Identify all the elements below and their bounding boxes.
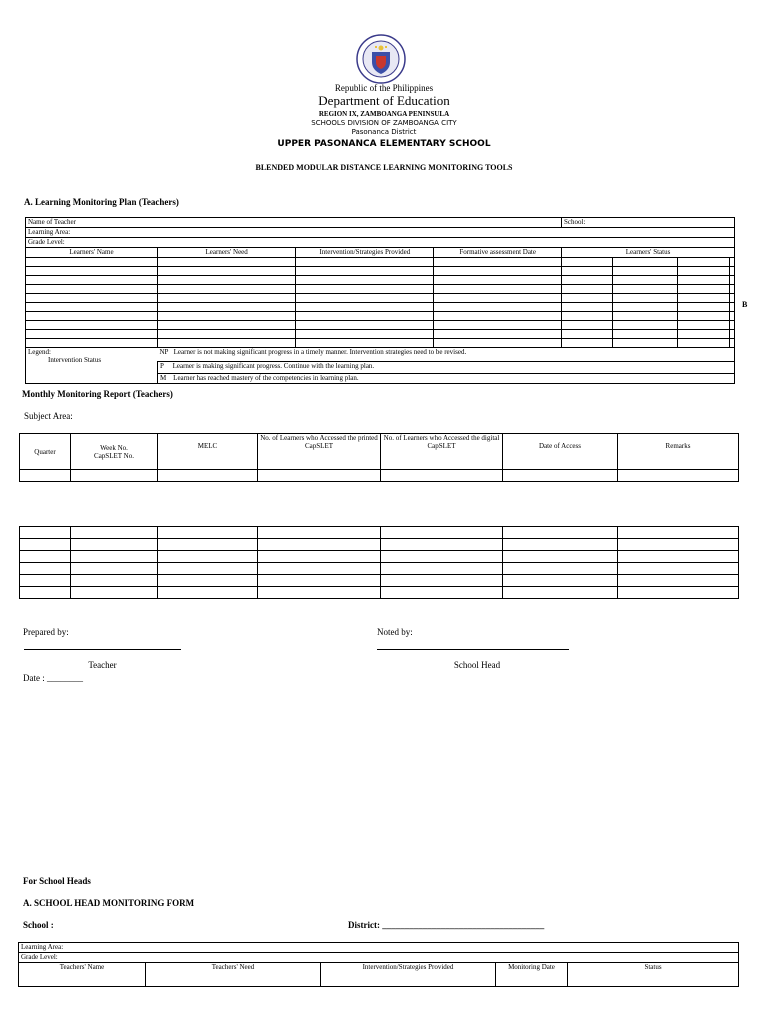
division-text: SCHOOLS DIVISION OF ZAMBOANGA CITY [311,119,457,127]
deped-seal-logo [356,34,406,84]
monthly-report-table-body [19,526,739,599]
legend-np [157,348,734,362]
legend-m-text: Learner has reached mastery of the competencies in learning plan. [173,374,359,382]
sh-learning-area-label: Learning Area: [19,943,739,953]
school-name: UPPER PASONANCA ELEMENTARY SCHOOL [277,139,491,149]
table-row [26,303,735,312]
legend-label: Legend: [28,348,51,356]
col-printed-capslet: No. of Learners who Accessed the printed CapSLET [258,434,381,470]
legend-p-code: P [159,362,164,370]
table-row [20,470,739,482]
legend-p [157,362,734,374]
col-digital-capslet: No. of Learners who Accessed the digital CapSLET [381,434,503,470]
sh-col-intervention: Intervention/Strategies Provided [321,963,496,987]
learning-area-label: Learning Area: [26,228,735,238]
table-row [20,551,739,563]
legend-m [157,374,734,384]
school-head-school-label: School : [23,920,54,930]
region-text: REGION IX, ZAMBOANGA PENINSULA [318,110,450,118]
table-row [26,267,735,276]
district-text: Pasonanca District [351,128,417,136]
sh-col-status: Status [568,963,739,987]
legend-cell [26,348,158,384]
legend-intervention-status: Intervention Status [48,356,102,364]
section-b-title: Monthly Monitoring Report (Teachers) [22,389,173,399]
col-remarks-text: Remarks [665,442,691,450]
col-remarks [618,434,739,470]
col-learners-name: Learners' Name [26,248,158,258]
side-marker-b: B [742,300,748,309]
sh-col-teachers-need: Teachers' Need [146,963,321,987]
table-row [20,539,739,551]
table-row [26,285,735,294]
col-date-of-access [503,434,618,470]
sh-col-monitoring-date: Monitoring Date [496,963,568,987]
learning-monitoring-plan-table [25,217,735,384]
subject-area-label: Subject Area: [24,411,73,421]
department-text: Department of Education [318,93,450,108]
table-row [26,339,735,348]
school-head-form-title: A. SCHOOL HEAD MONITORING FORM [23,898,195,908]
col-melc-text: MELC [197,442,218,450]
table-row [26,294,735,303]
school-head-signature-line [377,649,569,650]
table-row [26,258,735,267]
col-formative-date: Formative assessment Date [434,248,562,258]
table-row [20,563,739,575]
sh-col-teachers-name: Teachers' Name [19,963,146,987]
sh-grade-level-label: Grade Level: [19,953,739,963]
col-learners-status: Learners' Status [562,248,735,258]
table-row [20,527,739,539]
col-intervention: Intervention/Strategies Provided [296,248,434,258]
table-row [20,587,739,599]
col-learners-need: Learners' Need [157,248,295,258]
col-date-of-access-text: Date of Access [539,442,581,450]
table-row [26,321,735,330]
grade-level-label: Grade Level: [26,238,735,248]
col-melc [158,434,258,470]
section-a-title: A. Learning Monitoring Plan (Teachers) [24,197,179,207]
table-row [26,330,735,339]
monthly-report-table-header [19,433,739,482]
table-row [26,312,735,321]
teacher-label: Teacher [88,660,117,670]
school-label: School: [562,218,735,228]
table-row [20,575,739,587]
school-head-label: School Head [453,660,501,670]
legend-np-text: Learner is not making significant progress in a timely manner. Intervention strategies need to be revised. [173,348,467,356]
school-heads-heading: For School Heads [23,876,91,886]
legend-p-text: Learner is making significant progress. Continue with the learning plan. [172,362,375,370]
table-row [26,276,735,285]
document-title: BLENDED MODULAR DISTANCE LEARNING MONITORING TOOLS [255,163,513,172]
school-head-district-label: District: ____________________________________ [348,920,545,930]
teacher-signature-line [24,649,181,650]
school-head-monitoring-table [18,942,739,987]
prepared-by-label: Prepared by: [23,627,69,637]
republic-text: Republic of the Philippines [334,83,434,93]
legend-np-code: NP [159,348,169,356]
date-field: Date : ________ [23,673,83,683]
name-of-teacher-label: Name of Teacher [26,218,562,228]
legend-m-code: M [159,374,167,382]
col-week-no: Week No. CapSLET No. [71,434,158,470]
col-quarter: Quarter [20,434,71,470]
noted-by-label: Noted by: [377,627,413,637]
